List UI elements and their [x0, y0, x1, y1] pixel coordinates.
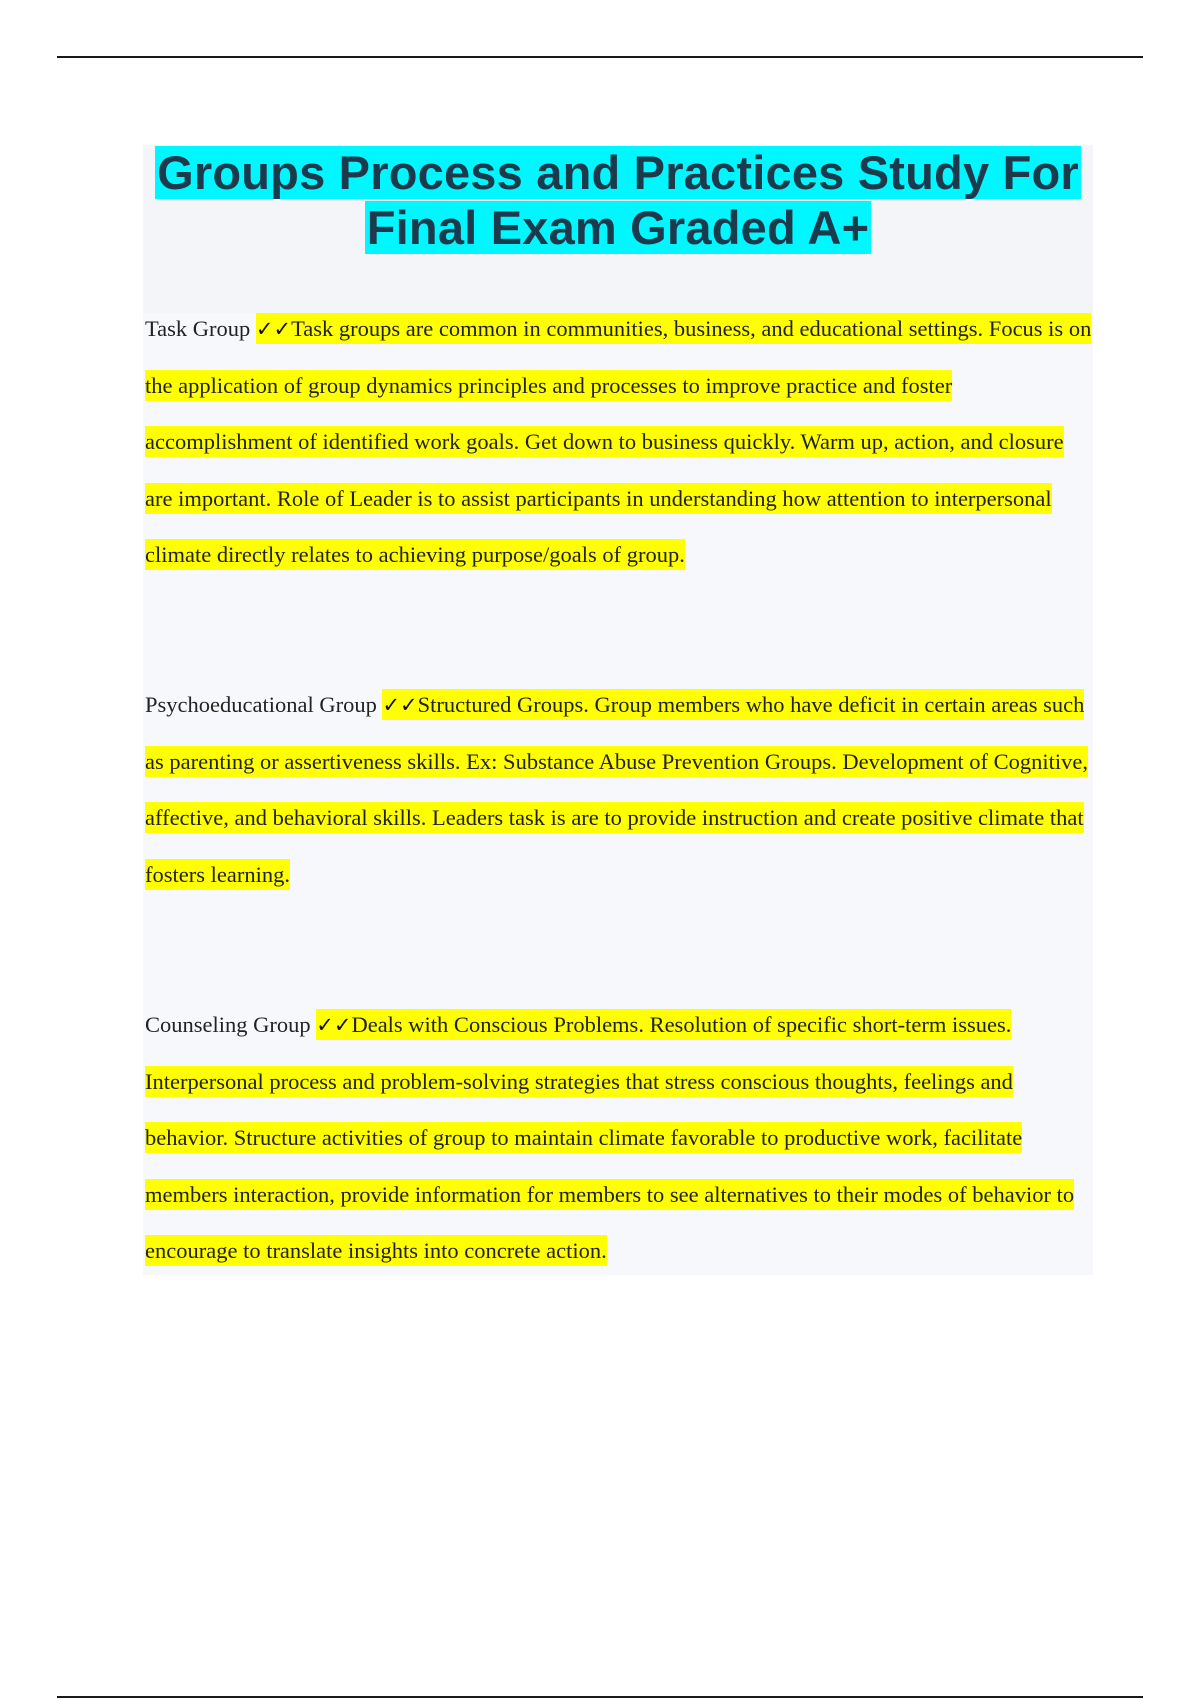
double-check-icon: ✓✓ — [382, 693, 418, 717]
entry-definition: Deals with Conscious Problems. Resolution of specific short-term issues. Interpersonal process and problem-solving strategies that stress conscious thoughts, feelings and behavior. Structure activities of group to maintain climate favorable to productive work, facilitate members interaction, provide information for members to see alternatives to their modes of behavior to encourage to translate insights into concrete action. — [145, 1012, 1075, 1263]
entry-term: Task Group — [145, 316, 251, 341]
definition-entry-task-group — [145, 301, 1095, 584]
top-rule — [57, 56, 1143, 58]
bottom-rule — [57, 1696, 1143, 1698]
title-line-1: Groups Process and Practices Study For — [157, 146, 1079, 199]
title-block — [143, 145, 1093, 313]
double-check-icon: ✓✓ — [255, 317, 292, 341]
entry-definition: Task groups are common in communities, business, and educational settings. Focus is on the application of group dynamics principles and processes to improve practice and foster accomplishment of identified work goals. Get down to business quickly. Warm up, action, and closure are important. Role of Leader is to assist participants in understanding how attention to interpersonal climate directly relates to achieving purpose/goals of group. — [145, 316, 1092, 567]
entry-definition: Structured Groups. Group members who have deficit in certain areas such as parenting or assertiveness skills. Ex: Substance Abuse Prevention Groups. Development of Cognitive, affective, and behavioral skills. Leaders task is are to provide instruction and create positive climate that fosters learning. — [145, 692, 1088, 887]
entry-highlight — [145, 313, 1091, 570]
double-check-icon: ✓✓ — [316, 1013, 352, 1037]
document-title — [143, 145, 1093, 255]
title-line-2: Final Exam Graded A+ — [366, 201, 870, 254]
entry-term: Counseling Group — [145, 1012, 311, 1037]
definition-entry-psychoeducational-group — [145, 677, 1095, 903]
entry-highlight — [145, 689, 1088, 890]
entry-highlight — [145, 1009, 1074, 1266]
definition-entry-counseling-group — [145, 997, 1095, 1280]
entry-term: Psychoeducational Group — [145, 692, 377, 717]
